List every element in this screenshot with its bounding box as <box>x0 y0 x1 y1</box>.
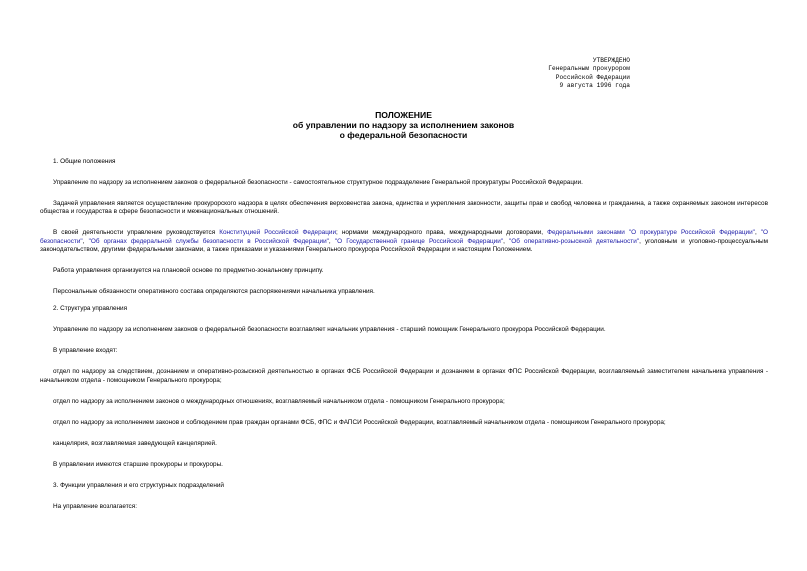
approval-line: Российской Федерации <box>555 73 630 81</box>
paragraph: На управление возлагается: <box>53 502 137 510</box>
document-title <box>0 110 807 140</box>
paragraph: отдел по надзору за исполнением законов о международных отношениях, возглавляемый начальником отдела - помощником Генерального прокурора; <box>53 397 505 405</box>
paragraph: отдел по надзору за исполнением законов и соблюдением прав граждан органами ФСБ, ФПС и ФАПСИ Российской Федерации, возглавляемый начальником отдела - помощником Генерального прокурора; <box>53 418 666 426</box>
document-body <box>40 158 768 511</box>
paragraph-text: , <box>328 237 335 245</box>
paragraph: В управление входят: <box>53 347 118 355</box>
section-heading: 2. Структура управления <box>53 305 128 313</box>
paragraph-text: , <box>82 237 89 245</box>
paragraph: Управление по надзору за исполнением законов о федеральной безопасности возглавляет начальник управления - старший помощник Генерального прокурора Российской Федерации. <box>53 326 606 334</box>
paragraph: канцелярия, возглавляемая заведующей канцелярией. <box>53 439 217 447</box>
paragraph: В управлении имеются старшие прокуроры и прокуроры. <box>53 460 223 468</box>
paragraph-with-links <box>40 229 768 254</box>
approval-stamp <box>520 57 630 90</box>
constitution-link[interactable]: Конституцией Российской Федерации <box>219 229 337 237</box>
title-line: об управлении по надзору за исполнением законов <box>292 120 515 130</box>
approval-line: Генеральным прокурором <box>548 65 630 73</box>
approval-line: УТВЕРЖДЕНО <box>592 57 630 64</box>
paragraph: отдел по надзору за следствием, дознанием и оперативно-розыскной деятельностью в органах ФСБ Российской Федерации и дознанием в органах ФПС Российской Федерации, возглавляемый заместителем начальника управления - начальником отдела - помощником Генерального прокурора; <box>40 368 768 384</box>
paragraph-text: ; нормами международного права, международными договорами, <box>336 229 548 237</box>
title-line: о федеральной безопасности <box>339 130 468 140</box>
title-line: ПОЛОЖЕНИЕ <box>375 110 432 120</box>
fsb-law-link[interactable]: "Об органах федеральной службы безопасности в Российской Федерации" <box>88 237 329 245</box>
operational-activity-law-link[interactable]: "Об оперативно-розыскной деятельности" <box>509 237 640 245</box>
paragraph-text: , уголовным и уголовно-процессуальным законодательством, другими федеральными законами, а также приказами и указаниями Генерального прокурора Российской Федерации и настоящим Положением. <box>40 237 768 254</box>
paragraph-text: , <box>754 229 761 237</box>
section-heading: 3. Функции управления и его структурных подразделений <box>53 481 224 489</box>
border-law-link[interactable]: "О Государственной границе Российской Федерации" <box>334 237 504 245</box>
security-law-link[interactable]: "О безопасности" <box>40 229 769 245</box>
approval-line: 9 августа 1996 года <box>559 81 630 89</box>
paragraph-text: , <box>503 237 509 245</box>
prosecution-law-link[interactable]: Федеральными законами "О прокуратуре Российской Федерации" <box>547 229 755 237</box>
section-heading: 1. Общие положения <box>53 158 116 165</box>
paragraph: Задачей управления является осуществление прокурорского надзора в целях обеспечения верховенства закона, единства и укрепления законности, защиты прав и свобод человека и гражданина, а также охраняемых законом интересов общества и государства в сфере безопасности и межнациональных отношений. <box>40 200 768 216</box>
paragraph-text: В своей деятельности управление руководствуется <box>53 229 220 237</box>
paragraph: Управление по надзору за исполнением законов о федеральной безопасности - самостоятельное структурное подразделение Генеральной прокуратуры Российской Федерации. <box>53 179 583 186</box>
paragraph: Персональные обязанности оперативного состава определяются распоряжениями начальника управления. <box>53 288 375 296</box>
paragraph: Работа управления организуется на плановой основе по предметно-зональному принципу. <box>53 267 324 275</box>
